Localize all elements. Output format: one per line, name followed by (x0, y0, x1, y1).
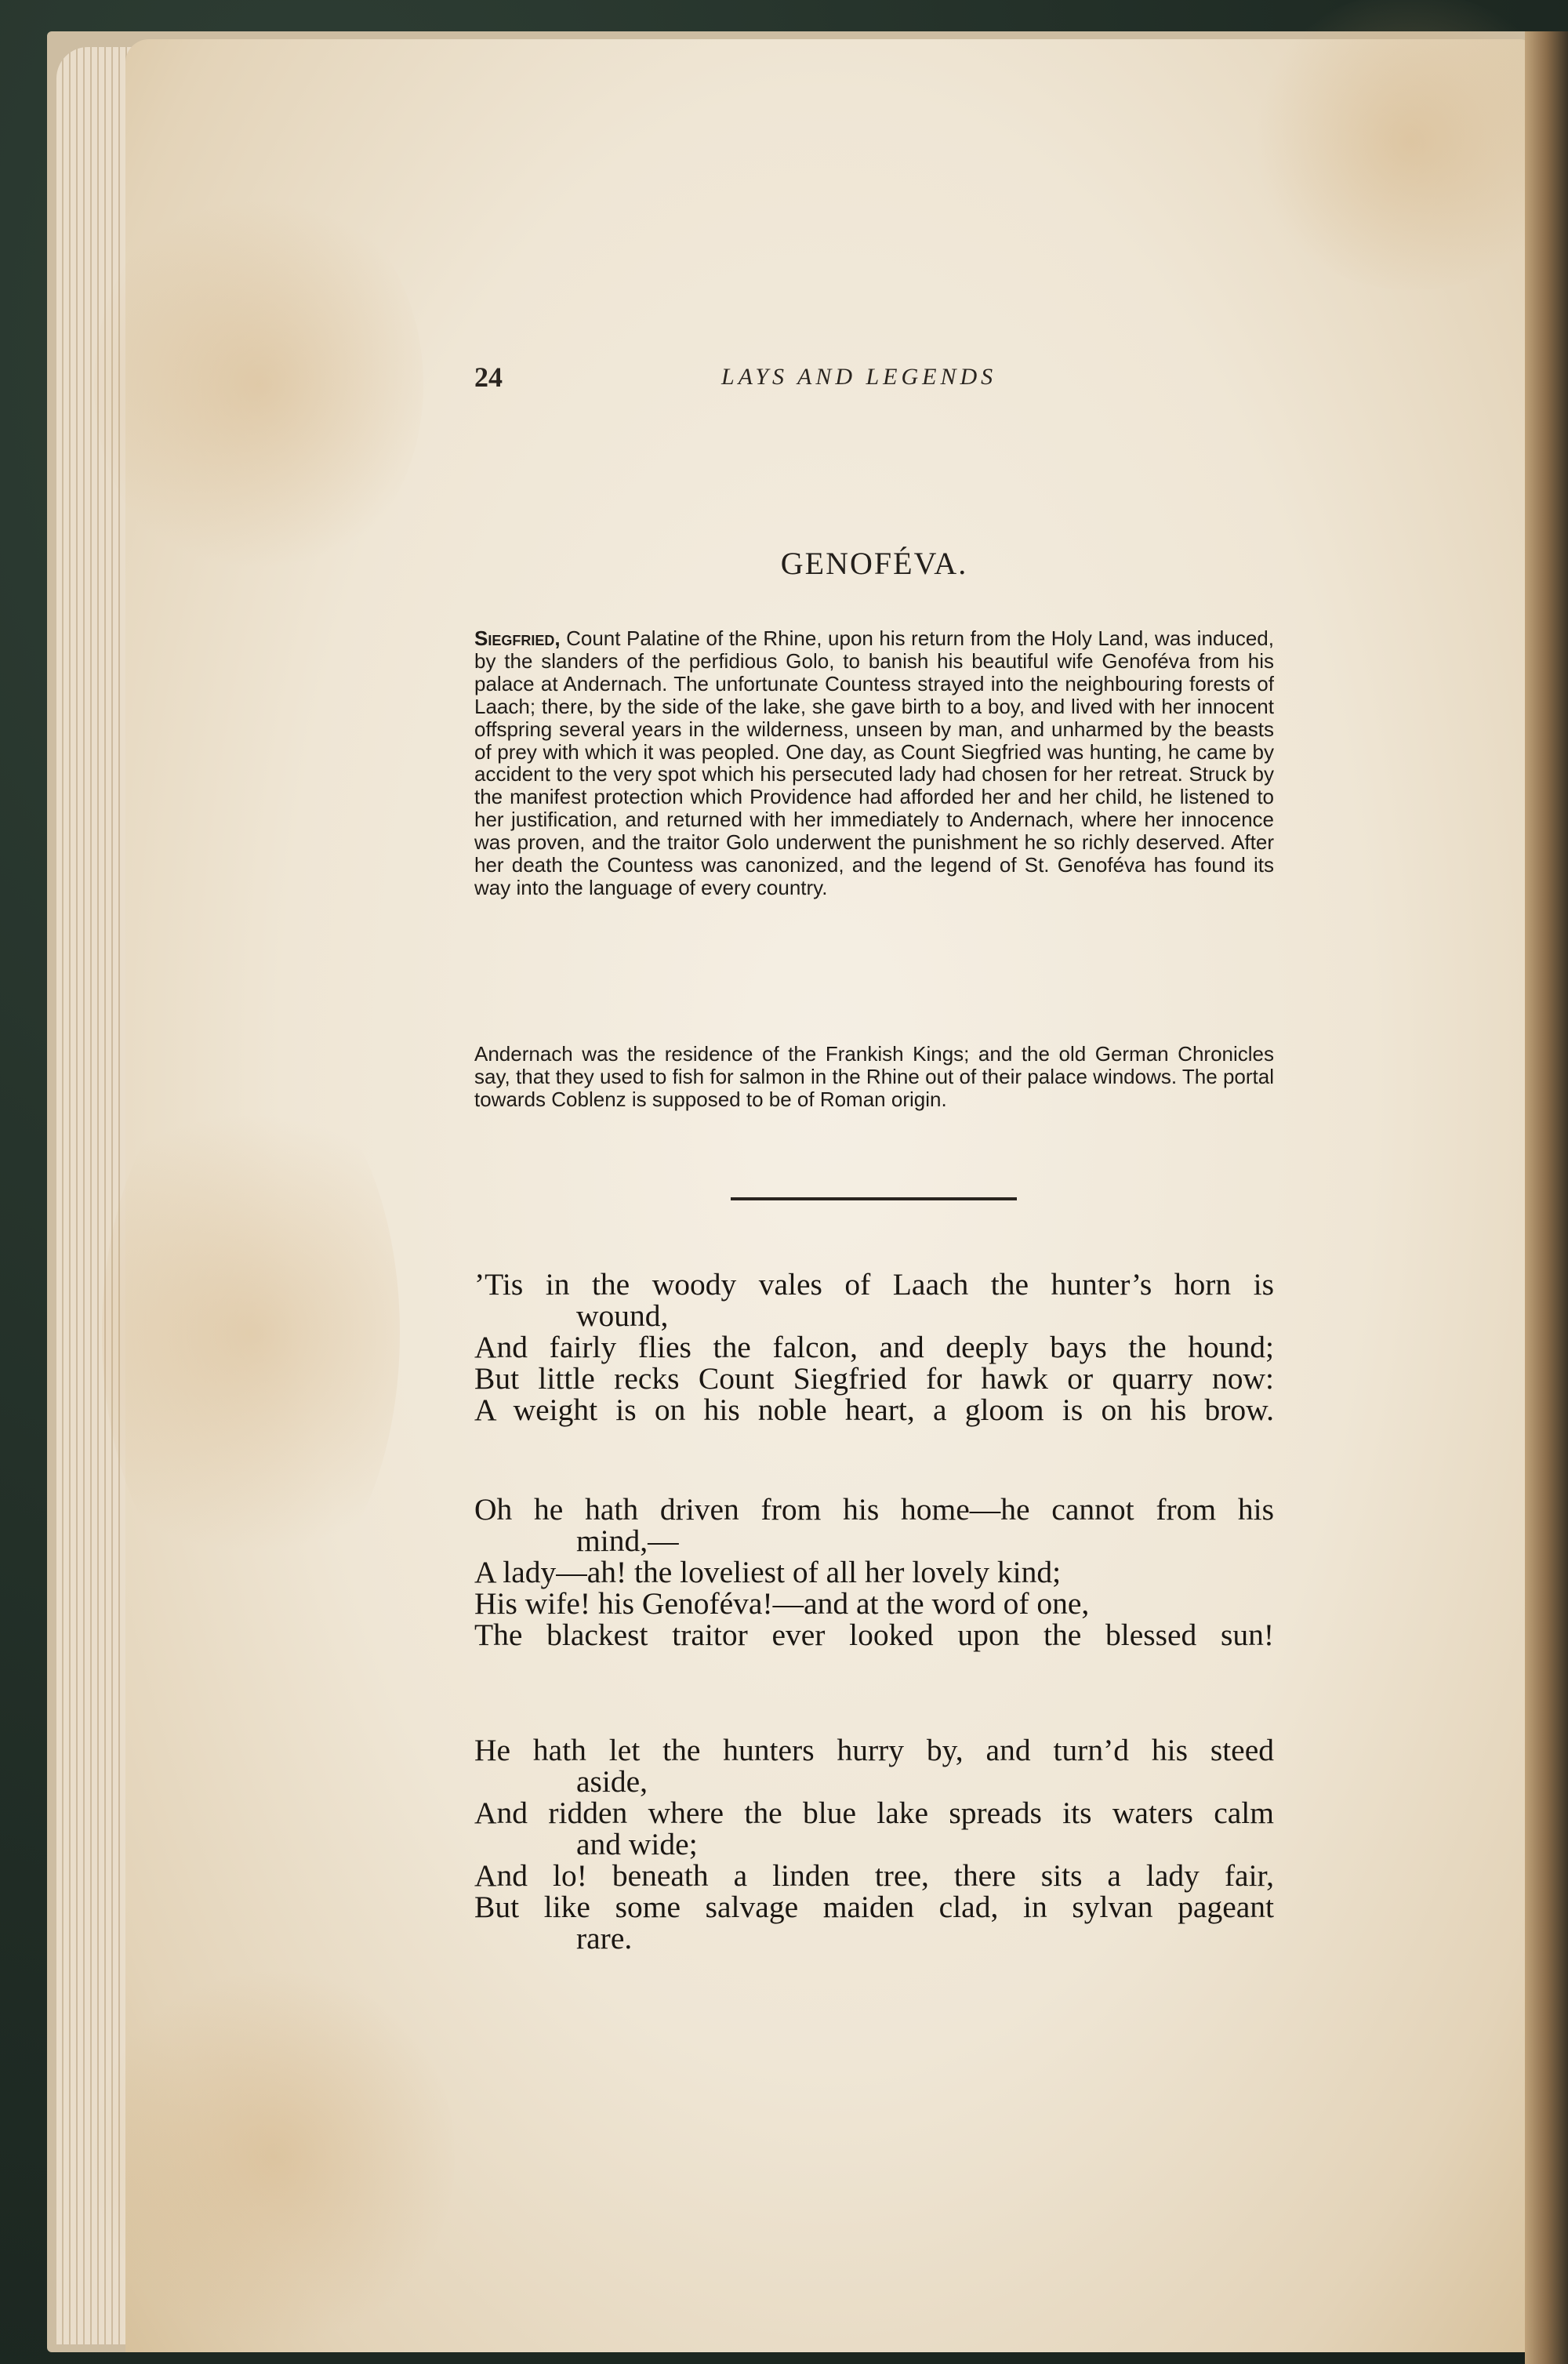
verse-line-continuation: and wide; (576, 1827, 698, 1861)
verse-line: Oh he hath driven from his home—he cannot from his (474, 1492, 1274, 1527)
running-title: LAYS AND LEGENDS (721, 364, 997, 390)
note-paragraph: Andernach was the residence of the Frankish Kings; and the old German Chronicles say, that they used to fish for salmon in the Rhine out of their palace windows. The portal towards Coblenz is supposed to be of Roman origin. (474, 1042, 1274, 1111)
verse-line: And fairly flies the falcon, and deeply bays the hound; (474, 1330, 1274, 1364)
verse-line: But like some salvage maiden clad, in sylvan pageant (474, 1890, 1274, 1924)
verse-line-continuation: rare. (576, 1921, 633, 1955)
foxing-stain (102, 1059, 400, 1607)
intro-body: Count Palatine of the Rhine, upon his return from the Holy Land, was induced, by the slanders of the perfidious Golo, to banish his beautiful wife Genoféva from his palace at Andernach. The unfortunate Countess strayed into the neighbouring forests of Laach; there, by the side of the lake, she gave birth to a boy, and lived with her innocent offspring several years in the wilderness, unseen by man, and unharmed by the beasts of prey with which it was peopled. One day, as Count Siegfried was hunting, he came by accident to the very spot which his persecuted lady had chosen for her retreat. Struck by the manifest protection which Providence had afforded her and her child, he listened to her justification, and returned with her immediately to Andernach, where her innocence was proven, and the traitor Golo underwent the punishment he so richly deserved. After her death the Countess was canonized, and the legend of St. Genoféva has found its way into the language of every country. (474, 626, 1274, 899)
verse-line: His wife! his Genoféva!—and at the word of one, (474, 1586, 1090, 1621)
foxing-stain (1247, 0, 1568, 290)
foxing-stain (94, 180, 423, 588)
foxing-stain (94, 1960, 455, 2352)
poem-title: GENOFÉVA. (780, 546, 968, 581)
intro-paragraph (474, 627, 1274, 899)
intro-lead-name: Siegfried, (474, 626, 561, 650)
section-rule (731, 1197, 1017, 1200)
verse-line: And lo! beneath a linden tree, there sits a lady fair, (474, 1858, 1274, 1893)
verse-line: But little recks Count Siegfried for hawk or quarry now: (474, 1361, 1274, 1396)
stanza (474, 1494, 1274, 1650)
verse-line: A lady—ah! the loveliest of all her lovely kind; (474, 1555, 1062, 1589)
verse-line: A weight is on his noble heart, a gloom is on his brow. (474, 1393, 1274, 1427)
verse-line-continuation: mind,— (576, 1523, 679, 1558)
verse-line: And ridden where the blue lake spreads its waters calm (474, 1796, 1274, 1830)
verse-line: ’Tis in the woody vales of Laach the hunter’s horn is (474, 1267, 1274, 1302)
running-head (474, 361, 1274, 408)
verse-line-continuation: aside, (576, 1764, 648, 1799)
stanza (474, 1269, 1274, 1425)
stanza (474, 1734, 1274, 1954)
verse-line-continuation: wound, (576, 1298, 669, 1333)
book-gutter (1525, 31, 1568, 2364)
page-number: 24 (474, 361, 503, 393)
verse-line: He hath let the hunters hurry by, and turn’d his steed (474, 1733, 1274, 1767)
verse-line: The blackest traitor ever looked upon the blessed sun! (474, 1618, 1274, 1652)
